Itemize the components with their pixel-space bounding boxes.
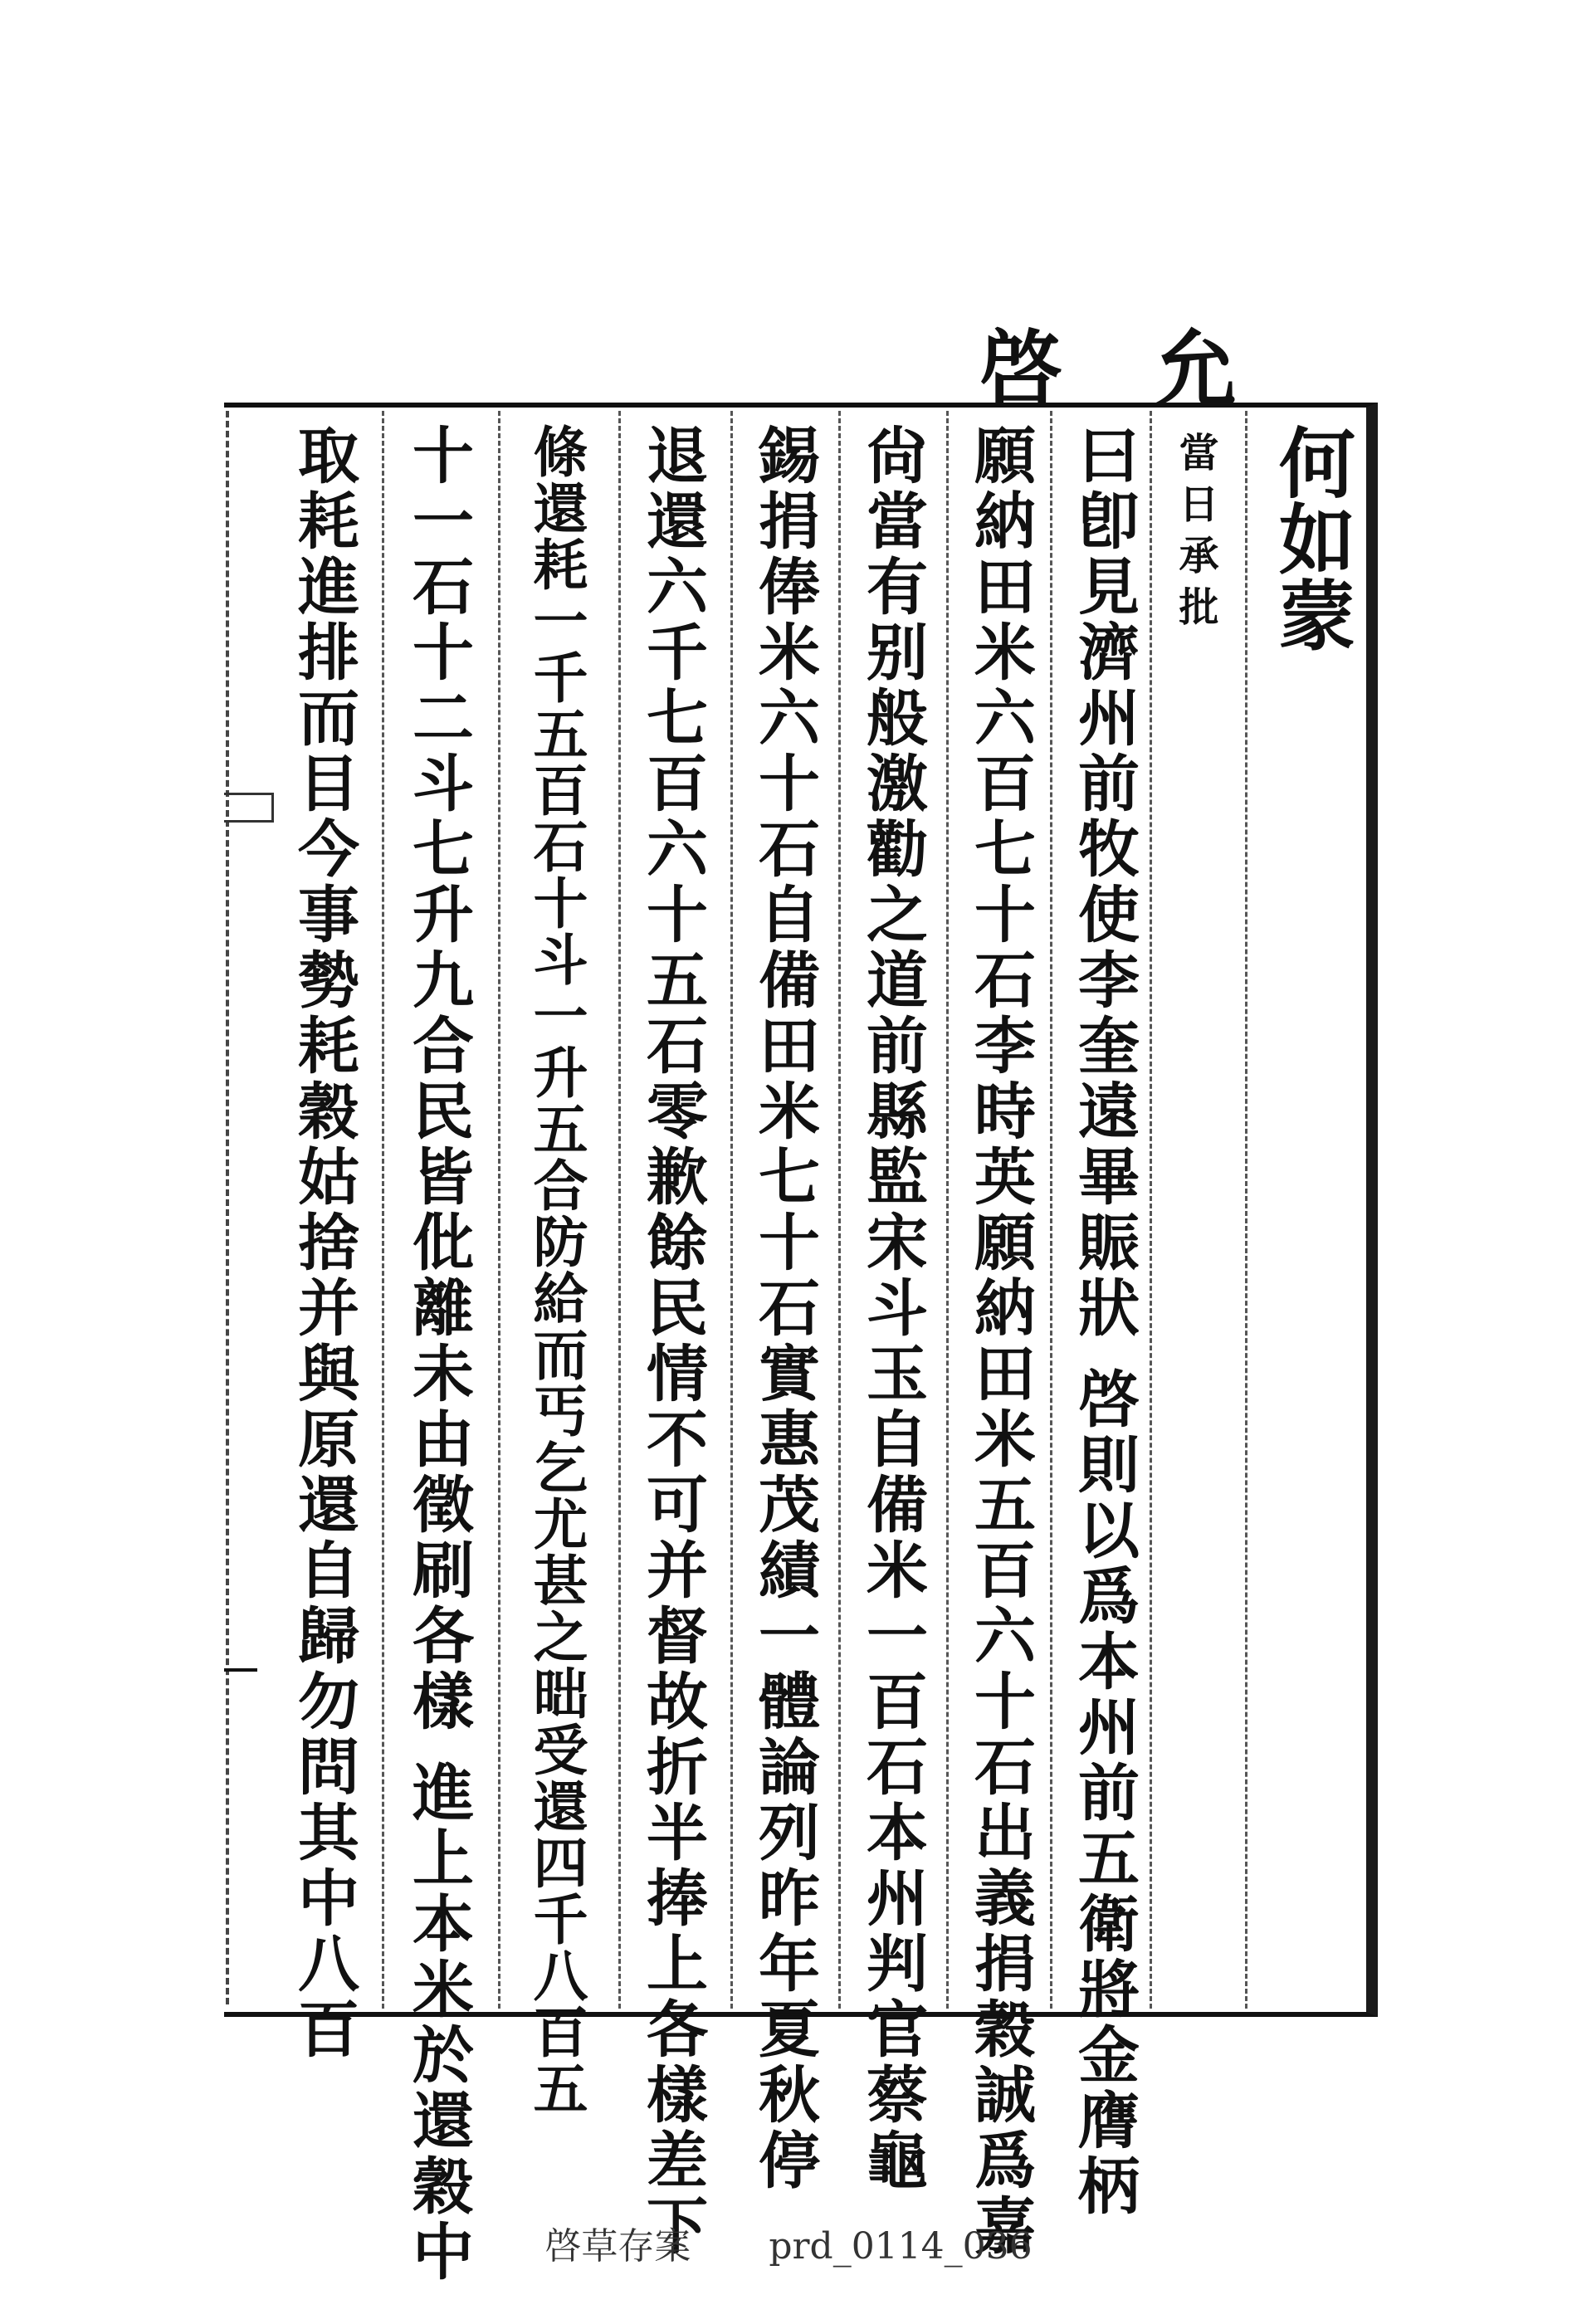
text-column-3: 尙當有别般激勸之道前縣監宋斗玉自備米一百石本州判官蔡龜 [857, 423, 928, 2194]
page-footer [0, 2216, 1577, 2269]
text-column-7: 十一石十二斗七升九合民皆仳離未由徵刷各樣 進上本米於還穀中 [403, 423, 474, 2285]
column-rule [730, 411, 733, 2009]
frame-left-edge [226, 411, 229, 2004]
text-column-2: 願納田米六百七十石李時英願納田米五百六十石出義捐穀誠爲嘉 [964, 423, 1036, 2259]
header-char-yun: 允 [1154, 320, 1237, 418]
header-char-qi: 啓 [979, 320, 1062, 418]
column-rule [618, 411, 621, 2009]
column-rule [946, 411, 949, 2009]
column-rule [1150, 411, 1152, 2009]
footer-title: 啓草存案 [544, 2225, 691, 2268]
column-rule [1245, 411, 1247, 2009]
text-column-1: 曰卽見濟州前牧使李奎遠畢賑狀 啓則以爲本州前五衛將金膺柄 [1068, 423, 1140, 2219]
text-column-5: 退還六千七百六十五石零歉餘民情不可并督故折半捧上各樣差下 [637, 423, 708, 2259]
column-rule [1050, 411, 1052, 2009]
frame-tab-mark [224, 793, 274, 823]
column-rule [838, 411, 841, 2009]
title-column: 何如蒙 [1267, 423, 1356, 652]
text-column-6: 條還耗一千五百石十斗一升五合防給而丐乞尤甚之昢受還四千八百五 [524, 423, 588, 2116]
text-column-4: 錫捐俸米六十石自備田米七十石實惠茂績一體論列昨年夏秋停 [749, 423, 820, 2194]
column-rule [498, 411, 500, 2009]
column-rule [382, 411, 384, 2009]
text-column-8: 取耗進排而目今事勢耗穀姑捨并與原還自歸勿問其中八百 [288, 423, 359, 2063]
frame-tick [224, 1668, 257, 1672]
note-column: 當日承批 [1172, 432, 1218, 637]
footer-code: prd_0114_036 [769, 2225, 1033, 2268]
